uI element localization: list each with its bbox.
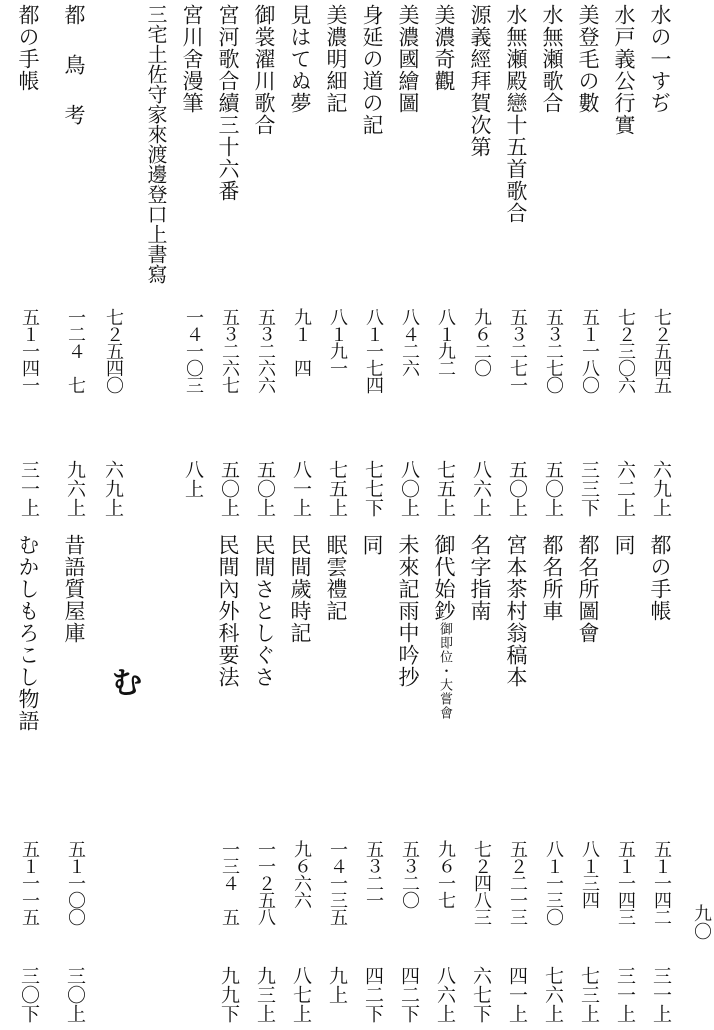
entry-title: 未來記雨中吟抄 bbox=[396, 534, 420, 688]
entry-ref: 五３二七〇 bbox=[543, 308, 564, 393]
entry-ref: 九１ 四 bbox=[291, 308, 312, 376]
entry-ref: 五１一四二 bbox=[651, 840, 672, 925]
entry-title: 同 bbox=[612, 534, 636, 556]
entry-pos: 七六上 bbox=[542, 966, 564, 1023]
entry-pos: 四一上 bbox=[506, 966, 528, 1023]
entry-ref: 八１一七四 bbox=[363, 308, 384, 393]
entry-ref: 五３二〇 bbox=[399, 840, 420, 908]
entry-title: 身延の道の記 bbox=[360, 4, 384, 136]
entry-ref: 八４二六 bbox=[399, 308, 420, 376]
entry-title: 都名所圖會 bbox=[576, 534, 600, 644]
entry-pos: 五〇上 bbox=[218, 460, 240, 517]
entry-pos: 八〇上 bbox=[398, 460, 420, 517]
entry-ref: 八１三四 bbox=[579, 840, 600, 908]
entry-ref: 五１一〇〇 bbox=[65, 840, 86, 925]
entry-pos: 六九上 bbox=[650, 460, 672, 517]
entry-ref: 九６六六 bbox=[291, 840, 312, 908]
entry-pos: 三一上 bbox=[18, 460, 40, 517]
entry-title: 都の手帳 bbox=[16, 4, 40, 92]
entry-title: 名字指南 bbox=[468, 534, 492, 622]
entry-ref: 一三４ 五 bbox=[219, 840, 240, 925]
entry-pos: 八七上 bbox=[290, 966, 312, 1023]
entry-title: 御裳濯川歌合 bbox=[252, 4, 276, 136]
kana-section-heading: む bbox=[112, 666, 142, 701]
entry-pos: 六九上 bbox=[102, 460, 124, 517]
entry-ref: 九６一七 bbox=[435, 840, 456, 908]
entry-title: 宮川舍漫筆 bbox=[180, 4, 204, 114]
entry-pos: 八上 bbox=[182, 460, 204, 498]
entry-title: 三宅土佐守家來渡邊登口上書寫 bbox=[144, 4, 168, 284]
entry-ref: 五１一四三 bbox=[615, 840, 636, 925]
entry-title-note: 御即位・大嘗會 bbox=[437, 622, 452, 720]
entry-title: 見はてぬ夢 bbox=[288, 4, 312, 114]
entry-title: むかしもろこし物語 bbox=[16, 534, 40, 732]
entry-pos: 四二下 bbox=[362, 966, 384, 1023]
entry-ref: 五３二六七 bbox=[219, 308, 240, 393]
entry-ref: 一一２五八 bbox=[255, 840, 276, 925]
entry-title: 美登毛の數 bbox=[576, 4, 600, 114]
entry-title: 源義經拜賀次第 bbox=[468, 4, 492, 158]
entry-title: 都名所車 bbox=[540, 534, 564, 622]
entry-pos: 四二下 bbox=[398, 966, 420, 1023]
entry-pos: 三〇上 bbox=[64, 966, 86, 1023]
entry-pos: 九三上 bbox=[254, 966, 276, 1023]
entry-pos: 五〇上 bbox=[542, 460, 564, 517]
entry-ref: 九６二〇 bbox=[471, 308, 492, 376]
entry-ref: 一４一〇三 bbox=[183, 308, 204, 393]
entry-ref: 七２四八三 bbox=[471, 840, 492, 925]
entry-ref: 七２五四五 bbox=[651, 308, 672, 393]
entry-title: 水無瀬歌合 bbox=[540, 4, 564, 114]
entry-pos: 七五上 bbox=[326, 460, 348, 517]
entry-title: 民間內外科要法 bbox=[216, 534, 240, 688]
entry-ref: 五２二一三 bbox=[507, 840, 528, 925]
entry-title: 民間さとしぐさ bbox=[252, 534, 276, 688]
entry-title: 同 bbox=[360, 534, 384, 556]
entry-pos: 五〇上 bbox=[254, 460, 276, 517]
entry-title: 眠雲禮記 bbox=[324, 534, 348, 622]
entry-pos: 七七下 bbox=[362, 460, 384, 517]
entry-title: 宮河歌合續三十六番 bbox=[216, 4, 240, 202]
entry-ref: 五３二七一 bbox=[507, 308, 528, 393]
entry-title: 御代始鈔御即位・大嘗會 bbox=[432, 534, 456, 720]
entry-pos: 七五上 bbox=[434, 460, 456, 517]
entry-pos: 七三上 bbox=[578, 966, 600, 1023]
entry-pos: 九九下 bbox=[218, 966, 240, 1023]
entry-pos: 八一上 bbox=[290, 460, 312, 517]
entry-title: 都 鳥 考 bbox=[62, 4, 86, 129]
entry-ref: 七２五四〇 bbox=[103, 308, 124, 393]
entry-ref: 八１九一 bbox=[327, 308, 348, 376]
page-number: 九〇 bbox=[691, 904, 712, 940]
entry-pos: 三一上 bbox=[650, 966, 672, 1023]
entry-pos: 八六上 bbox=[470, 460, 492, 517]
entry-pos: 三三下 bbox=[578, 460, 600, 517]
entry-title: 民間歲時記 bbox=[288, 534, 312, 644]
entry-title: 水戸義公行實 bbox=[612, 4, 636, 136]
entry-pos: 九上 bbox=[326, 966, 348, 1004]
entry-ref: 五１一一五 bbox=[19, 840, 40, 925]
entry-pos: 三一上 bbox=[614, 966, 636, 1023]
entry-pos: 九六上 bbox=[64, 460, 86, 517]
entry-ref: 五１一八〇 bbox=[579, 308, 600, 393]
entry-ref: 五３二一 bbox=[363, 840, 384, 908]
entry-ref: 五１一四一 bbox=[19, 308, 40, 393]
entry-title: 水の一すぢ bbox=[648, 4, 672, 114]
entry-title: 美濃明細記 bbox=[324, 4, 348, 114]
entry-pos: 六七下 bbox=[470, 966, 492, 1023]
entry-title: 宮本茶村翁稿本 bbox=[504, 534, 528, 688]
entry-ref: 一４一三五 bbox=[327, 840, 348, 925]
entry-pos: 八六上 bbox=[434, 966, 456, 1023]
entry-ref: 五３二六六 bbox=[255, 308, 276, 393]
entry-ref: 八１一三〇 bbox=[543, 840, 564, 925]
entry-title: 都の手帳 bbox=[648, 534, 672, 622]
entry-pos: 六二上 bbox=[614, 460, 636, 517]
entry-ref: 一二４ 七 bbox=[65, 308, 86, 393]
entry-pos: 五〇上 bbox=[506, 460, 528, 517]
entry-ref: 八１九二 bbox=[435, 308, 456, 376]
entry-title: 美濃奇觀 bbox=[432, 4, 456, 92]
entry-title: 美濃國繪圖 bbox=[396, 4, 420, 114]
entry-pos: 三〇下 bbox=[18, 966, 40, 1023]
entry-ref: 七２三〇六 bbox=[615, 308, 636, 393]
entry-title: 水無瀬殿戀十五首歌合 bbox=[504, 4, 528, 224]
entry-title: 昔語質屋庫 bbox=[62, 534, 86, 644]
